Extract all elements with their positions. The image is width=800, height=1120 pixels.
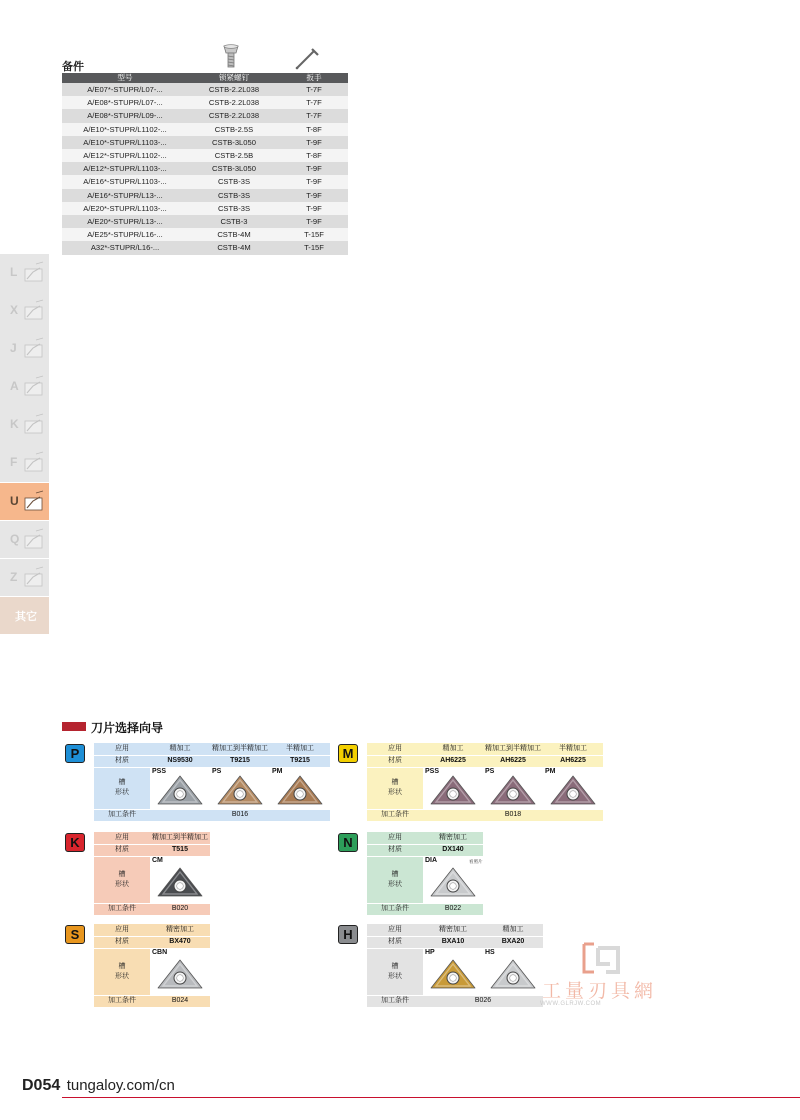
condition-link[interactable]: B024	[171, 997, 189, 1004]
cell-screw: CSTB-2.2L038	[188, 83, 280, 96]
q-tool-icon	[22, 527, 46, 553]
cell-model: A/E08*-STUPR/L09-...	[62, 109, 188, 122]
cell-wrench: T-8F	[280, 149, 348, 162]
l-tool-icon	[22, 260, 46, 286]
label-application: 应用	[388, 926, 402, 933]
triangle-insert-icon	[154, 956, 206, 994]
condition-link[interactable]: B018	[504, 811, 522, 818]
chipbreaker-code: PSS	[152, 768, 167, 775]
cell-model: A/E07*-STUPR/L07-...	[62, 83, 188, 96]
application-cell: 精密加工	[439, 926, 467, 933]
table-row	[62, 215, 348, 228]
application-cell: 精加工	[502, 926, 524, 933]
cell-screw: CSTB-3S	[188, 189, 280, 202]
page-number: D054	[22, 1077, 61, 1094]
iso-badge-h: H	[338, 925, 358, 944]
side-tab-a[interactable]	[0, 368, 49, 406]
k-tool-icon	[22, 412, 46, 438]
triangle-insert-icon	[154, 864, 206, 902]
z-tool-icon	[22, 565, 46, 591]
cell-model: A/E20*-STUPR/L1103-...	[62, 202, 188, 215]
side-tab-label: U	[10, 493, 19, 508]
label-grade: 材质	[115, 846, 129, 853]
table-row	[62, 228, 348, 241]
cell-model: A/E16*-STUPR/L13-...	[62, 189, 188, 202]
side-tab-f[interactable]	[0, 444, 49, 482]
chipbreaker-code: CM	[152, 857, 163, 864]
cell-wrench: T-7F	[280, 109, 348, 122]
cell-wrench: T-8F	[280, 123, 348, 136]
cell-screw: CSTB-2.5B	[188, 149, 280, 162]
side-tab-j[interactable]	[0, 330, 49, 368]
cell-model: A/E25*-STUPR/L16-...	[62, 228, 188, 241]
label-chipbreaker: 槽 形状	[388, 779, 402, 796]
label-application: 应用	[115, 745, 129, 752]
side-tab-label: A	[10, 379, 19, 394]
cell-model: A/E12*-STUPR/L1102-...	[62, 149, 188, 162]
cell-screw: CSTB-2.5S	[188, 123, 280, 136]
grade-cell: T9215	[230, 757, 250, 764]
grade-cell: T9215	[290, 757, 310, 764]
chipbreaker-code: PS	[485, 768, 495, 775]
cell-wrench: T-9F	[280, 189, 348, 202]
insert-image	[214, 772, 266, 812]
side-tab-label: X	[10, 303, 19, 318]
cell-screw: CSTB-4M	[188, 241, 280, 254]
cell-screw: CSTB-2.2L038	[188, 109, 280, 122]
cell-screw: CSTB-3L050	[188, 136, 280, 149]
cell-wrench: T-7F	[280, 83, 348, 96]
application-cell: 精加工到半精加工	[152, 834, 208, 841]
table-row	[62, 241, 348, 254]
insert-image	[487, 772, 539, 812]
side-tab-label: 其它	[15, 610, 37, 623]
table-row	[62, 162, 348, 175]
grade-cell: BX470	[169, 938, 191, 945]
grade-cell: AH6225	[560, 757, 586, 764]
u-tool-icon	[22, 489, 46, 515]
application-cell: 精密加工	[166, 926, 194, 933]
label-condition: 加工条件	[381, 811, 409, 818]
side-tab-z[interactable]	[0, 559, 49, 597]
side-tab-x[interactable]	[0, 292, 49, 330]
label-chipbreaker: 槽 形状	[115, 870, 129, 888]
cell-screw: CSTB-3S	[188, 202, 280, 215]
watermark-url: WWW.GLRJW.COM	[540, 1001, 602, 1007]
table-row	[62, 123, 348, 136]
label-application: 应用	[388, 834, 402, 841]
condition-link[interactable]: B022	[444, 905, 462, 912]
table-row	[62, 109, 348, 122]
iso-badge-n: N	[338, 833, 358, 852]
grade-cell: AH6225	[440, 757, 466, 764]
table-row	[62, 83, 348, 96]
grade-cell: NS9530	[167, 757, 193, 764]
cell-screw: CSTB-3S	[188, 175, 280, 188]
label-condition: 加工条件	[108, 905, 136, 912]
label-application: 应用	[115, 834, 129, 841]
triangle-insert-icon	[487, 956, 539, 994]
label-grade: 材质	[388, 757, 402, 764]
chipbreaker-code: HP	[425, 949, 435, 956]
label-chipbreaker: 槽 形状	[115, 962, 129, 980]
iso-badge-m: M	[338, 744, 358, 763]
chipbreaker-code: PM	[545, 768, 556, 775]
table-row	[62, 175, 348, 188]
application-cell: 半精加工	[286, 745, 314, 752]
triangle-insert-icon	[487, 772, 539, 810]
table-row	[62, 149, 348, 162]
clamp-screw-icon	[220, 44, 242, 70]
grade-cell: BXA20	[501, 938, 525, 945]
label-application: 应用	[115, 926, 129, 933]
application-cell: 精密加工	[439, 834, 467, 841]
cell-model: A/E12*-STUPR/L1103-...	[62, 162, 188, 175]
insert-image	[154, 956, 206, 996]
insert-block-n	[335, 832, 483, 915]
label-condition: 加工条件	[381, 997, 409, 1004]
label-grade: 材质	[115, 757, 129, 764]
table-row	[62, 189, 348, 202]
label-grade: 材质	[115, 938, 129, 945]
application-cell: 精加工到半精加工	[485, 745, 541, 752]
grade-cell: AH6225	[500, 757, 526, 764]
x-tool-icon	[22, 298, 46, 324]
column-header-model: 型号	[62, 73, 188, 83]
label-condition: 加工条件	[108, 811, 136, 818]
side-tab-label: F	[10, 455, 18, 470]
grade-cell: BXA10	[441, 938, 465, 945]
side-tab-u[interactable]	[0, 483, 49, 521]
triangle-insert-icon	[274, 772, 326, 810]
triangle-insert-icon	[427, 864, 479, 902]
cell-model: A/E10*-STUPR/L1102-...	[62, 123, 188, 136]
iso-badge-k: K	[65, 833, 85, 852]
cell-model: A/E08*-STUPR/L07-...	[62, 96, 188, 109]
triangle-insert-icon	[427, 772, 479, 810]
spare-parts-table	[62, 73, 348, 255]
cell-wrench: T-9F	[280, 202, 348, 215]
label-grade: 材质	[388, 938, 402, 945]
insert-image	[274, 772, 326, 812]
label-condition: 加工条件	[108, 997, 136, 1004]
label-chipbreaker: 槽 形状	[388, 870, 402, 888]
insert-block-s	[62, 924, 210, 1007]
side-tab-k[interactable]	[0, 406, 49, 444]
j-tool-icon	[22, 336, 46, 362]
chipbreaker-code: PSS	[425, 768, 440, 775]
cell-wrench: T-7F	[280, 96, 348, 109]
label-chipbreaker: 槽 形状	[115, 779, 129, 796]
application-cell: 半精加工	[559, 745, 587, 752]
watermark-logo-icon	[582, 942, 630, 976]
chipbreaker-code: PS	[212, 768, 222, 775]
triangle-insert-icon	[547, 772, 599, 810]
triangle-insert-icon	[154, 772, 206, 810]
table-row	[62, 202, 348, 215]
insert-block-k	[62, 832, 210, 915]
cell-model: A/E10*-STUPR/L1103-...	[62, 136, 188, 149]
side-tab-label: J	[10, 341, 17, 356]
grade-cell: DX140	[442, 846, 464, 853]
side-tab-label: Q	[10, 531, 20, 546]
table-row	[62, 96, 348, 109]
footer-website-link[interactable]: tungaloy.com/cn	[66, 1077, 175, 1094]
cell-screw: CSTB-2.2L038	[188, 96, 280, 109]
label-application: 应用	[388, 745, 402, 752]
cell-wrench: T-9F	[280, 136, 348, 149]
column-header-screw: 锁紧螺钉	[188, 73, 280, 83]
cell-screw: CSTB-3L050	[188, 162, 280, 175]
cell-screw: CSTB-3	[188, 215, 280, 228]
cell-wrench: T-9F	[280, 162, 348, 175]
insert-image	[547, 772, 599, 812]
spare-parts-title: 备件	[62, 61, 84, 73]
grade-cell: T515	[172, 846, 188, 853]
cell-model: A/E16*-STUPR/L1103-...	[62, 175, 188, 188]
condition-link[interactable]: B016	[231, 811, 249, 818]
iso-badge-s: S	[65, 925, 85, 944]
iso-badge-p: P	[65, 744, 85, 763]
cell-wrench: T-15F	[280, 241, 348, 254]
chipbreaker-code: PM	[272, 768, 283, 775]
cell-model: A/E20*-STUPR/L13-...	[62, 215, 188, 228]
label-grade: 材质	[388, 846, 402, 853]
side-tab-q[interactable]	[0, 521, 49, 559]
insert-guide-title: 刀片选择向导	[91, 721, 164, 735]
label-chipbreaker: 槽 形状	[388, 962, 402, 980]
side-tab-other[interactable]	[0, 597, 49, 635]
chipbreaker-code: CBN	[152, 949, 168, 956]
table-header-row	[62, 73, 348, 83]
a-tool-icon	[22, 374, 46, 400]
application-cell: 精加工	[169, 745, 191, 752]
cell-wrench: T-15F	[280, 228, 348, 241]
cell-wrench: T-9F	[280, 215, 348, 228]
torx-wrench-icon	[294, 46, 322, 70]
footer-divider	[62, 1097, 800, 1098]
watermark-text: 工量刃具網	[542, 981, 658, 1002]
insert-block-h	[335, 924, 543, 1007]
insert-image	[427, 772, 479, 812]
watermark	[538, 942, 673, 1012]
cell-wrench: T-9F	[280, 175, 348, 188]
chipbreaker-code: DIA	[425, 857, 438, 864]
f-tool-icon	[22, 450, 46, 476]
insert-image	[427, 956, 479, 996]
triangle-insert-icon	[214, 772, 266, 810]
page-footer	[22, 1077, 175, 1095]
insert-image	[427, 864, 479, 904]
category-side-tabs	[0, 254, 49, 635]
side-tab-l[interactable]	[0, 254, 49, 292]
application-cell: 精加工	[442, 745, 464, 752]
insert-image	[154, 864, 206, 904]
triangle-insert-icon	[427, 956, 479, 994]
note-text: 看照片	[469, 859, 483, 864]
condition-link[interactable]: B026	[474, 997, 492, 1004]
column-header-wrench: 扳手	[280, 73, 348, 83]
condition-link[interactable]: B020	[171, 905, 189, 912]
cell-screw: CSTB-4M	[188, 228, 280, 241]
cell-model: A32*-STUPR/L16-...	[62, 241, 188, 254]
chipbreaker-code: HS	[485, 949, 495, 956]
table-row	[62, 136, 348, 149]
side-tab-label: K	[10, 417, 19, 432]
side-tab-label: Z	[10, 569, 18, 584]
insert-block-p	[62, 743, 330, 821]
insert-image	[487, 956, 539, 996]
insert-image	[154, 772, 206, 812]
application-cell: 精加工到半精加工	[212, 745, 268, 752]
side-tab-label: L	[10, 265, 18, 279]
label-condition: 加工条件	[381, 905, 409, 912]
insert-block-m	[335, 743, 603, 821]
section-marker-bar	[62, 722, 86, 731]
